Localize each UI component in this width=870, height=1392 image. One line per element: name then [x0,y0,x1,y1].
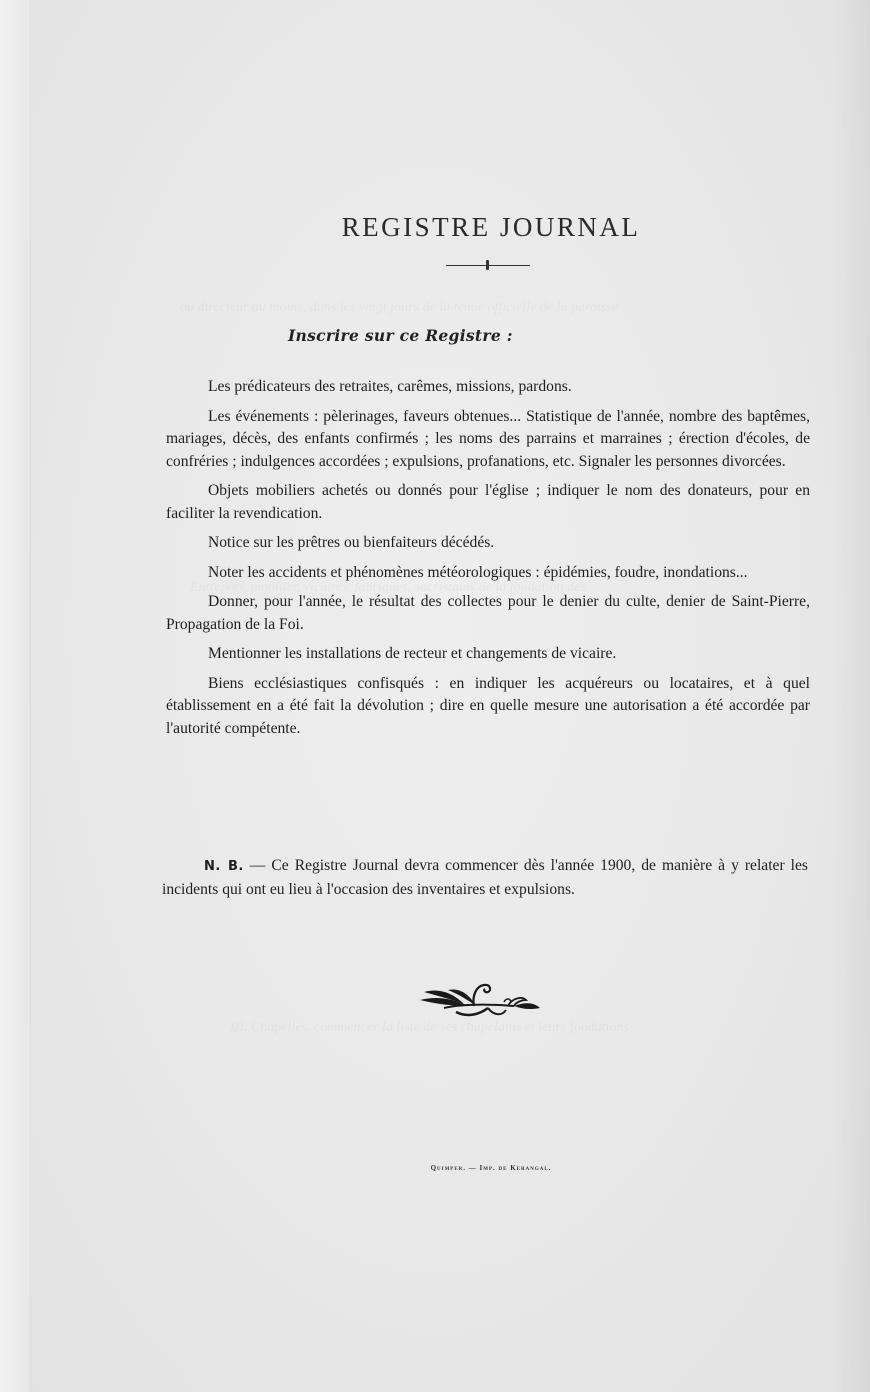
show-through-text [180,300,618,316]
nota-bene [162,855,808,901]
page-binding-edge [0,0,31,1392]
instruction-paragraph: Donner, pour l'année, le résultat des collectes pour le denier du culte, denier de Saint-Pierre, Propagation de la Foi. [166,593,810,633]
floral-vignette-icon [418,978,542,1018]
show-through-text [230,1020,629,1036]
nota-bene-label: N. B. [204,859,244,874]
instruction-paragraph: Biens ecclésiastiques confisqués : en indiquer les acquéreurs ou locataires, et à quel établissement en a été fait la dévolution ; dire en quelle mesure une autorisation a été accordée par l'autorité compétente. [166,674,810,737]
page-title: REGISTRE JOURNAL [341,212,641,243]
instruction-paragraph: Les prédicateurs des retraites, carêmes, missions, pardons. [208,378,572,395]
printer-imprint: Quimper. — Imp. de Kerangal. [430,1164,552,1172]
nota-bene-dash: — [243,857,272,874]
instruction-paragraph: Les événements : pèlerinages, faveurs obtenues... Statistique de l'année, nombre des baptêmes, mariages, décès, des enfants confirmés ; les noms des parrains et marraines ; érection d'écoles, de confréries ; indulgences accordées ; expulsions, profanations, etc. Signaler les personnes divorcées. [166,407,810,470]
page-edge-shadow [830,0,870,1392]
instructions-list [166,376,810,747]
instruction-paragraph: Objets mobiliers achetés ou donnés pour l'église ; indiquer le nom des donateurs, pour en faciliter la revendication. [166,482,810,522]
title-divider-ornament [486,260,489,270]
instruction-paragraph: Mentionner les installations de recteur et changements de vicaire. [208,645,617,662]
nota-bene-text: Ce Registre Journal devra commencer dès l'année 1900, de manière à y relater les incidents qui ont eu lieu à l'occasion des inventaires et expulsions. [162,857,808,898]
instruction-paragraph: Noter les accidents et phénomènes météorologiques : épidémies, foudre, inondations... [208,563,748,581]
section-heading: Inscrire sur ce Registre : [288,326,513,345]
instruction-paragraph: Notice sur les prêtres ou bienfaiteurs décédés. [208,534,495,551]
